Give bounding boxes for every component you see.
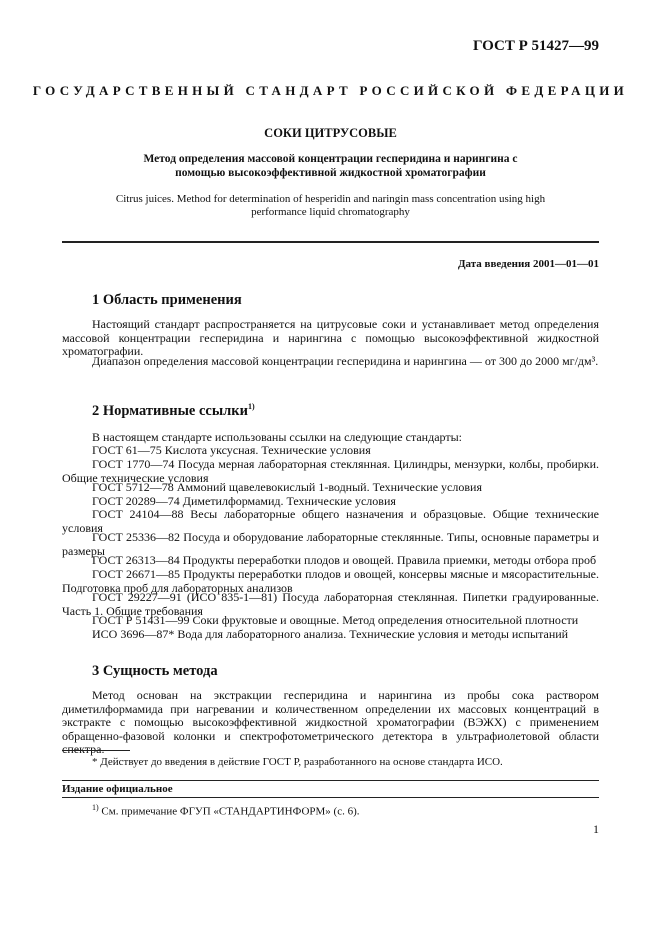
organization-header: ГОСУДАРСТВЕННЫЙ СТАНДАРТ РОССИЙСКОЙ ФЕДЕРАЦИИ	[32, 83, 629, 98]
edition-label: Издание официальное	[62, 783, 173, 795]
section-1-heading: 1 Область применения	[92, 292, 242, 308]
title-divider	[62, 241, 599, 243]
reference-item: ГОСТ Р 51431—99 Соки фруктовые и овощные. Метод определения относительной плотности	[92, 613, 579, 627]
reference-item: ГОСТ 5712—78 Аммоний щавелевокислый 1-водный. Технические условия	[92, 480, 482, 494]
section-1-paragraph-1: Настоящий стандарт распространяется на цитрусовые соки и устанавливает метод определения массовой концентрации гесперидина и нарингина с помощью высокоэффективной жидкостной хроматографии.	[62, 317, 599, 358]
edition-divider-bottom	[62, 797, 599, 798]
section-1-paragraph-2: Диапазон определения массовой концентрации гесперидина и нарингина — от 300 до 2000 мг/дм³.	[92, 354, 599, 368]
reference-item: ГОСТ 1770—74 Посуда мерная лабораторная стеклянная. Цилиндры, мензурки, колбы, пробирки. Общие технические условия	[62, 457, 599, 485]
reference-item: ГОСТ 61—75 Кислота уксусная. Технические условия	[92, 443, 371, 457]
subtitle-russian: Метод определения массовой концентрации гесперидина и нарингина с помощью высокоэффективной жидкостной хроматографии	[143, 153, 518, 179]
subtitle-english: Citrus juices. Method for determination of hesperidin and naringin mass concentration using high performance liquid chromatography	[115, 193, 546, 218]
footnote-1-text: См. примечание ФГУП «СТАНДАРТИНФОРМ» (с. 6).	[101, 805, 360, 818]
document-title: СОКИ ЦИТРУСОВЫЕ	[264, 126, 397, 140]
footnote-divider	[62, 750, 130, 751]
document-code: ГОСТ Р 51427—99	[472, 38, 599, 54]
reference-item: ГОСТ 26671—85 Продукты переработки плодов и овощей, консервы мясные и мясорастительные. Подготовка проб для лабораторных анализов	[62, 567, 599, 595]
reference-item: ГОСТ 29227—91 (ИСО 835-1—81) Посуда лабораторная стеклянная. Пипетки градуированные. Часть 1. Общие требования	[62, 590, 599, 618]
section-3-heading: 3 Сущность метода	[92, 663, 218, 679]
edition-divider-top	[62, 780, 599, 781]
footnote-1-mark: 1)	[92, 803, 99, 812]
footnote-ref-1: 1)	[247, 402, 255, 411]
reference-item: ГОСТ 24104—88 Весы лабораторные общего назначения и образцовые. Общие технические условия	[62, 507, 599, 535]
reference-item: ГОСТ 25336—82 Посуда и оборудование лабораторные стеклянные. Типы, основные параметры и размеры	[62, 530, 599, 558]
section-2-heading-text: 2 Нормативные ссылки	[92, 402, 248, 419]
section-2-heading	[92, 402, 255, 420]
reference-item: ГОСТ 26313—84 Продукты переработки плодов и овощей. Правила приемки, методы отбора проб	[92, 553, 597, 567]
section-2-intro: В настоящем стандарте использованы ссылки на следующие стандарты:	[92, 431, 463, 444]
introduction-date: Дата введения 2001—01—01	[457, 258, 599, 270]
reference-item: ИСО 3696—87* Вода для лабораторного анализа. Технические условия и методы испытаний	[92, 627, 569, 641]
reference-item: ГОСТ 20289—74 Диметилформамид. Технические условия	[92, 494, 396, 508]
footnote-1	[92, 803, 360, 818]
page-number: 1	[593, 822, 599, 836]
section-3-paragraph-1: Метод основан на экстракции гесперидина и нарингина из пробы сока раствором диметилформамида при нагревании и количественном определении их массовых концентраций в экстракте с помощью высокоэффективной жидкостной хроматографии (ВЭЖХ) с применением обращенно-фазовой колонки и спектрофотометрического детектора в ультрафиолетовой области спектра.	[62, 688, 599, 756]
footnote-star: * Действует до введения в действие ГОСТ Р, разработанного на основе стандарта ИСО.	[92, 756, 503, 768]
